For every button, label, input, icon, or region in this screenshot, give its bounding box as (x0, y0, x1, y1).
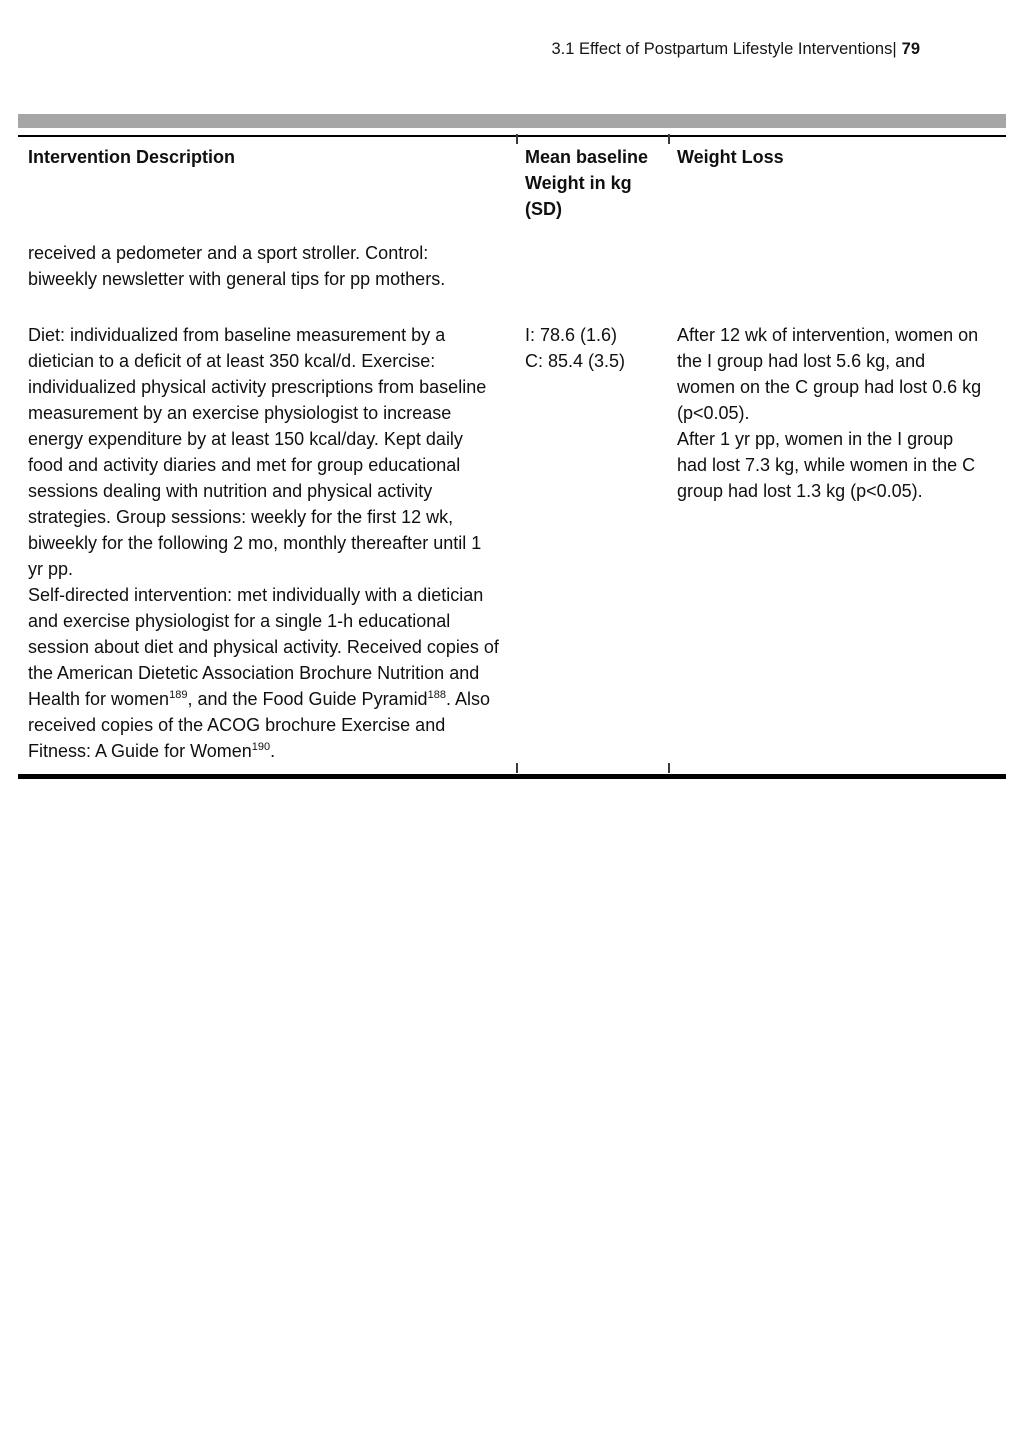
weight-loss-1yr-text: After 1 yr pp, women in the I group had lost 7.3 kg, while women in the C group had lost 1.3 kg (p<0.05). (677, 429, 976, 501)
column-divider-tick (668, 763, 670, 773)
baseline-weight-cell (517, 322, 669, 764)
reference-superscript-190: 190 (251, 741, 271, 753)
table-header-row (18, 135, 1006, 240)
interventions-table (18, 114, 1006, 779)
description-continued-text: received a pedometer and a sport stroller. Control: biweekly newsletter with general tips for pp mothers. (28, 243, 446, 289)
table-bottom-rule (18, 774, 1006, 779)
text-segment: Self-directed intervention: met individually with a dietician and exercise physiologist for a single 1-h educational session about diet and physical activity. Received copies of the American Dietetic Association Brochure Nutrition and Health for women (28, 585, 499, 709)
text-segment: . (270, 741, 276, 761)
column-header-mean-baseline-weight: Mean baseline Weight in kg (SD) (525, 147, 649, 219)
running-head (0, 39, 920, 59)
column-header-weight-loss: Weight Loss (677, 147, 784, 167)
page-number: 79 (901, 40, 920, 58)
baseline-weight-cell (517, 240, 669, 292)
baseline-control-group: C: 85.4 (3.5) (525, 351, 626, 371)
text-segment: , and the Food Guide Pyramid (187, 689, 428, 709)
text-segment: . Also received copies of the ACOG brochure Exercise and Fitness: A Guide for Women (28, 689, 490, 761)
header-divider: | (892, 40, 897, 58)
weight-loss-12wk-text: After 12 wk of intervention, women on the I group had lost 5.6 kg, and women on the C group had lost 0.6 kg (p<0.05). (677, 325, 982, 423)
table-row (18, 322, 1006, 764)
table-row-continued (18, 240, 1006, 292)
weight-loss-cell (669, 240, 1006, 292)
column-divider-tick (516, 134, 518, 144)
table-top-band (18, 114, 1006, 128)
baseline-intervention-group: I: 78.6 (1.6) (525, 325, 618, 345)
reference-superscript-188: 188 (427, 689, 446, 701)
description-paragraph-2 (28, 582, 499, 764)
column-divider-tick (668, 134, 670, 144)
intervention-description-cell (18, 322, 517, 764)
column-divider-tick (516, 763, 518, 773)
description-paragraph-1: Diet: individualized from baseline measurement by a dietician to a deficit of at least 350 kcal/d. Exercise: individualized physical activity prescriptions from baseline measurement by an exercise physiologist to increase energy expenditure by at least 150 kcal/day. Kept daily food and activity diaries and met for group educational sessions dealing with nutrition and physical activity strategies. Group sessions: weekly for the first 12 wk, biweekly for the following 2 mo, monthly thereafter until 1 yr pp. (28, 325, 487, 579)
reference-superscript-189: 189 (169, 689, 188, 701)
weight-loss-cell (669, 322, 1006, 764)
intervention-description-cell (18, 240, 517, 292)
column-header-intervention-description: Intervention Description (28, 147, 236, 167)
section-title: 3.1 Effect of Postpartum Lifestyle Interventions (551, 40, 893, 58)
